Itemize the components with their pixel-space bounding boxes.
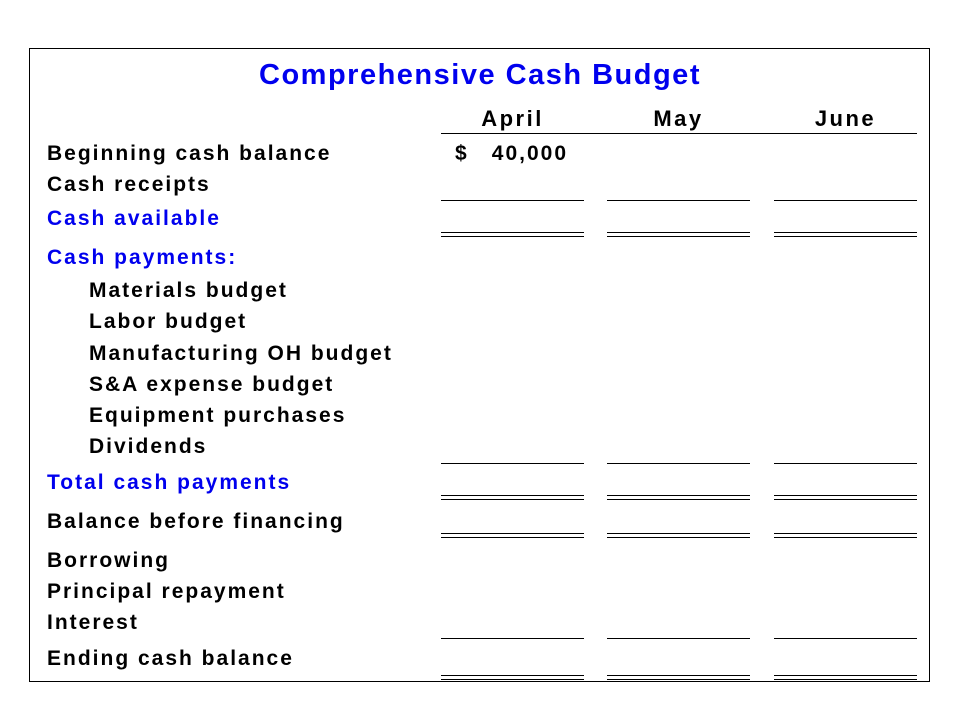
double-underline-rule	[774, 232, 917, 233]
row-cash-available: Cash available	[47, 207, 221, 230]
double-underline-rule	[774, 495, 917, 496]
row-total-cash-payments: Total cash payments	[47, 471, 292, 494]
underline-rule	[774, 463, 917, 464]
double-underline-rule	[774, 236, 917, 237]
double-underline-rule	[607, 236, 750, 237]
column-header-april: April	[481, 106, 544, 131]
row-cash-receipts: Cash receipts	[47, 173, 211, 196]
underline-rule	[607, 638, 750, 639]
double-underline-rule	[607, 679, 750, 680]
double-underline-rule	[441, 495, 584, 496]
double-underline-rule	[774, 679, 917, 680]
row-labor-budget: Labor budget	[89, 310, 248, 333]
row-cash-payments-heading: Cash payments:	[47, 246, 238, 269]
double-underline-rule	[607, 495, 750, 496]
double-underline-rule	[607, 675, 750, 676]
underline-rule	[441, 463, 584, 464]
underline-rule	[441, 200, 584, 201]
double-underline-rule	[441, 537, 584, 538]
column-header-may: May	[653, 106, 704, 131]
row-sa-expense-budget: S&A expense budget	[89, 373, 335, 396]
row-beginning-cash-balance: Beginning cash balance	[47, 142, 332, 165]
double-underline-rule	[607, 537, 750, 538]
double-underline-rule	[441, 499, 584, 500]
currency-symbol: $	[455, 142, 469, 165]
double-underline-rule	[441, 675, 584, 676]
double-underline-rule	[774, 675, 917, 676]
double-underline-rule	[441, 236, 584, 237]
column-header-june: June	[814, 106, 877, 131]
row-interest: Interest	[47, 611, 139, 634]
double-underline-rule	[441, 232, 584, 233]
row-manufacturing-oh-budget: Manufacturing OH budget	[89, 342, 393, 365]
double-underline-rule	[774, 499, 917, 500]
row-equipment-purchases: Equipment purchases	[89, 404, 347, 427]
row-materials-budget: Materials budget	[89, 279, 288, 302]
underline-rule	[774, 200, 917, 201]
underline-rule	[441, 638, 584, 639]
underline-rule	[774, 638, 917, 639]
row-balance-before-financing: Balance before financing	[47, 510, 345, 533]
double-underline-rule	[774, 533, 917, 534]
double-underline-rule	[441, 533, 584, 534]
header-underline	[441, 133, 917, 134]
row-borrowing: Borrowing	[47, 549, 170, 572]
underline-rule	[607, 463, 750, 464]
row-ending-cash-balance: Ending cash balance	[47, 647, 294, 670]
double-underline-rule	[774, 537, 917, 538]
row-principal-repayment: Principal repayment	[47, 580, 286, 603]
underline-rule	[607, 200, 750, 201]
april-beginning-balance-value	[455, 142, 568, 166]
april-beginning-amount: 40,000	[491, 142, 568, 165]
double-underline-rule	[441, 679, 584, 680]
row-dividends: Dividends	[89, 435, 208, 458]
double-underline-rule	[607, 533, 750, 534]
double-underline-rule	[607, 499, 750, 500]
double-underline-rule	[607, 232, 750, 233]
page-title: Comprehensive Cash Budget	[259, 59, 701, 91]
